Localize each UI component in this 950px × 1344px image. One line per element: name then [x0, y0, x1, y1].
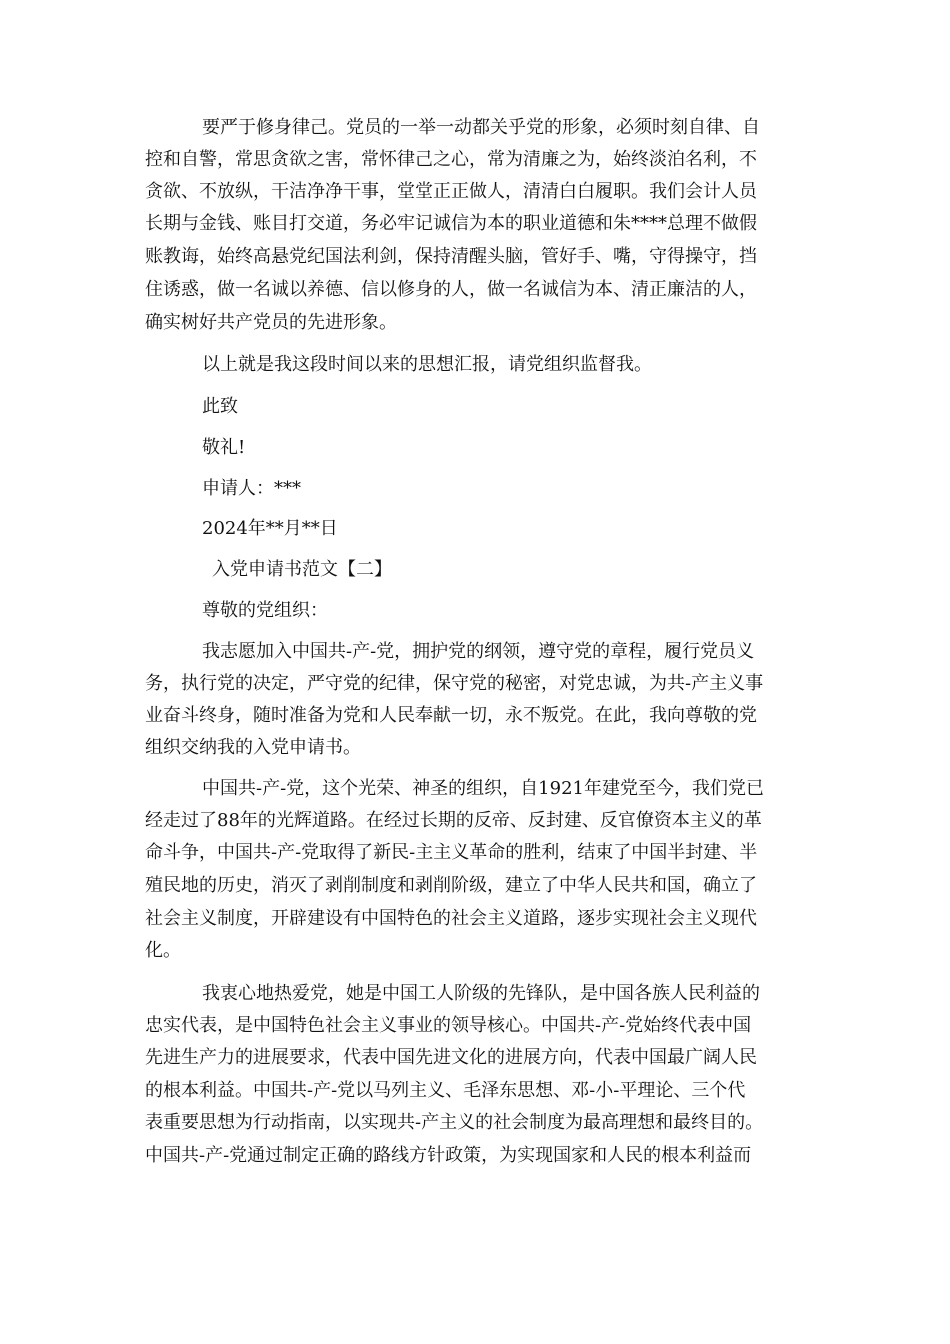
applicant-signature: 申请人：*** [202, 478, 301, 499]
paragraph-line: 中国共-产-党通过制定正确的路线方针政策，为实现国家和人民的根本利益而 [145, 1145, 752, 1166]
paragraph-line: 组织交纳我的入党申请书。 [145, 737, 361, 758]
paragraph-line: 化。 [145, 940, 181, 961]
paragraph-line: 务，执行党的决定，严守党的纪律，保守党的秘密，对党忠诚，为共-产主义事 [145, 673, 764, 694]
paragraph-line: 中国共-产-党，这个光荣、神圣的组织，自1921年建党至今，我们党已 [202, 778, 764, 799]
paragraph-line: 经走过了88年的光辉道路。在经过长期的反帝、反封建、反官僚资本主义的革 [145, 810, 762, 831]
paragraph-line: 忠实代表，是中国特色社会主义事业的领导核心。中国共-产-党始终代表中国 [145, 1015, 752, 1036]
paragraph-line: 殖民地的历史，消灭了剥削制度和剥削阶级，建立了中华人民共和国，确立了 [145, 875, 757, 896]
paragraph-line: 要严于修身律己。党员的一举一动都关乎党的形象，必须时刻自律、自 [202, 117, 760, 138]
greeting: 尊敬的党组织： [202, 600, 328, 621]
closing-salutation: 此致 [202, 396, 238, 417]
paragraph-line: 控和自警，常思贪欲之害，常怀律己之心，常为清廉之为，始终淡泊名利，不 [145, 149, 757, 170]
paragraph-line: 表重要思想为行动指南，以实现共-产主义的社会制度为最高理想和最终目的。 [145, 1112, 764, 1133]
paragraph-line: 确实树好共产党员的先进形象。 [145, 312, 397, 333]
paragraph-line: 的根本利益。中国共-产-党以马列主义、毛泽东思想、邓-小-平理论、三个代 [145, 1080, 746, 1101]
paragraph-line: 业奋斗终身，随时准备为党和人民奉献一切，永不叛党。在此，我向尊敬的党 [145, 705, 757, 726]
document-date: 2024年**月**日 [202, 518, 338, 539]
paragraph-line: 贪欲、不放纵，干洁净净干事，堂堂正正做人，清清白白履职。我们会计人员 [145, 181, 757, 202]
paragraph-line: 以上就是我这段时间以来的思想汇报，请党组织监督我。 [202, 354, 652, 375]
paragraph-line: 长期与金钱、账目打交道，务必牢记诚信为本的职业道德和朱****总理不做假 [145, 213, 757, 234]
closing-salute: 敬礼! [202, 437, 246, 458]
paragraph-line: 我衷心地热爱党，她是中国工人阶级的先锋队，是中国各族人民利益的 [202, 983, 760, 1004]
paragraph-line: 社会主义制度，开辟建设有中国特色的社会主义道路，逐步实现社会主义现代 [145, 908, 757, 929]
paragraph-line: 账教诲，始终高悬党纪国法利剑，保持清醒头脑，管好手、嘴，守得操守，挡 [145, 246, 757, 267]
section-heading: 入党申请书范文【二】 [212, 559, 392, 580]
paragraph-line: 先进生产力的进展要求，代表中国先进文化的进展方向，代表中国最广阔人民 [145, 1047, 757, 1068]
paragraph-line: 命斗争，中国共-产-党取得了新民-主主义革命的胜利，结束了中国半封建、半 [145, 842, 758, 863]
paragraph-line: 住诱惑，做一名诚以养德、信以修身的人，做一名诚信为本、清正廉洁的人， [145, 279, 757, 300]
paragraph-line: 我志愿加入中国共-产-党，拥护党的纲领，遵守党的章程，履行党员义 [202, 641, 755, 662]
